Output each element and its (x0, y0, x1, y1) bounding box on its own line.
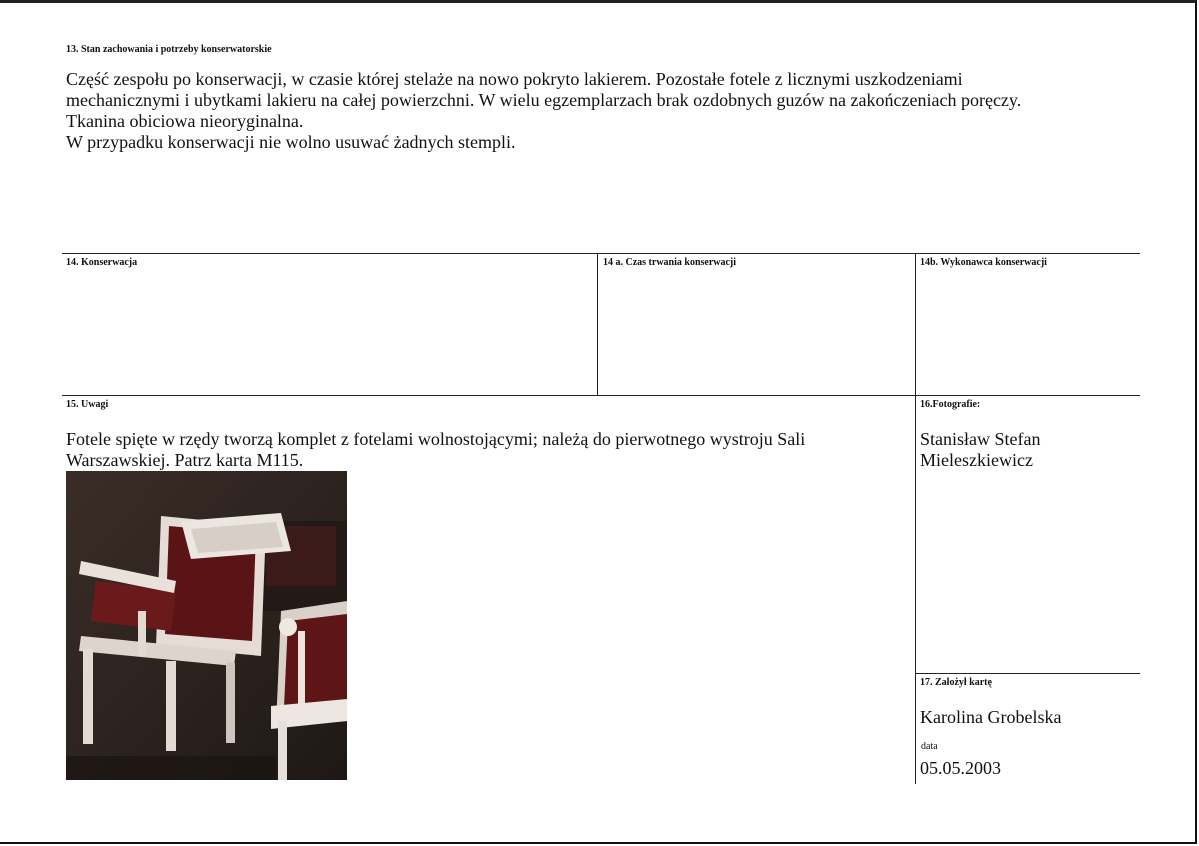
section-15-line-2: Warszawskiej. Patrz karta M115. (66, 450, 304, 470)
section-14a-label: 14 a. Czas trwania konserwacji (603, 257, 737, 268)
section-15-text (66, 429, 906, 471)
section-17-label: 17. Założył kartę (920, 677, 992, 688)
photographer-line-1: Stanisław Stefan (920, 429, 1041, 449)
card-author: Karolina Grobelska (920, 707, 1062, 727)
section-13-line-4: W przypadku konserwacji nie wolno usuwać żadnych stempli. (66, 132, 516, 152)
card-date: 05.05.2003 (920, 758, 1001, 778)
section-14b-label: 14b. Wykonawca konserwacji (920, 257, 1047, 268)
section-16-text (920, 429, 1135, 471)
armchairs-photo (66, 471, 347, 780)
section-13-text (66, 69, 1176, 153)
divider-17 (915, 673, 1140, 674)
divider-top (62, 253, 1140, 254)
divider-middle (62, 395, 1140, 396)
divider-col-b (915, 253, 916, 784)
photographer-line-2: Mieleszkiewicz (920, 450, 1033, 470)
divider-col-a (597, 253, 598, 395)
section-13-line-1: Część zespołu po konserwacji, w czasie której stelaże na nowo pokryto lakierem. Pozostałe fotele z licznymi uszkodzeniami (66, 69, 963, 89)
section-16-label: 16.Fotografie: (920, 399, 981, 410)
section-15-line-1: Fotele spięte w rzędy tworzą komplet z fotelami wolnostojącymi; należą do pierwotnego wystroju Sali (66, 429, 806, 449)
section-13-label: 13. Stan zachowania i potrzeby konserwatorskie (66, 44, 272, 55)
section-13-line-2: mechanicznymi i ubytkami lakieru na całej powierzchni. W wielu egzemplarzach brak ozdobnych guzów na zakończeniach poręczy. (66, 90, 1022, 110)
section-15-label: 15. Uwagi (66, 399, 109, 410)
date-label: data (921, 741, 938, 752)
section-14-label: 14. Konserwacja (66, 257, 138, 268)
section-13-line-3: Tkanina obiciowa nieoryginalna. (66, 111, 304, 131)
